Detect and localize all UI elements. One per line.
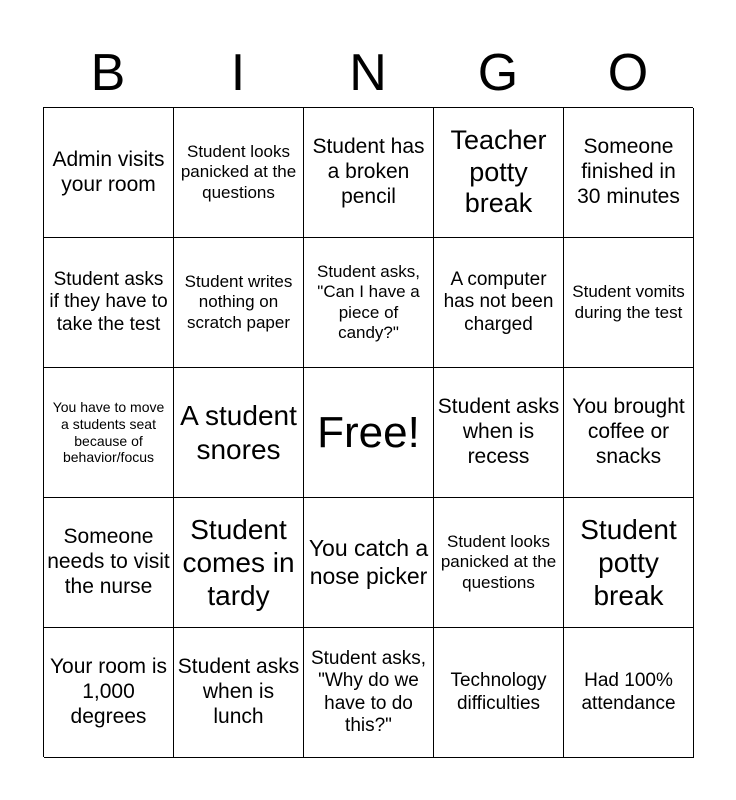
free-space-cell[interactable] (304, 368, 434, 498)
cell-text: Someone finished in 30 minutes (577, 135, 680, 208)
bingo-cell[interactable] (174, 108, 304, 238)
free-space-text: Free! (317, 407, 420, 457)
bingo-cell[interactable] (434, 628, 564, 758)
bingo-board (43, 107, 693, 757)
cell-text: Student comes in tardy (182, 513, 295, 612)
bingo-cell[interactable] (304, 628, 434, 758)
header-letter-o: O (607, 44, 649, 102)
bingo-cell[interactable] (44, 108, 174, 238)
cell-text: Technology difficulties (450, 670, 547, 714)
cell-text: Your room is 1,000 degrees (49, 655, 168, 728)
cell-text: Student vomits during the test (572, 282, 685, 322)
bingo-cell[interactable] (304, 238, 434, 368)
cell-text: You catch a nose picker (308, 535, 429, 589)
cell-text: Student potty break (580, 513, 677, 612)
header-letter-i: I (230, 44, 246, 102)
cell-text: Had 100% attendance (581, 670, 676, 714)
cell-text: Teacher potty break (450, 124, 547, 219)
header-letter-n: N (349, 44, 387, 102)
bingo-cell[interactable] (434, 238, 564, 368)
cell-text: Student asks, "Why do we have to do this?" (310, 647, 427, 736)
header-letter-g: G (477, 44, 519, 102)
bingo-cell[interactable] (174, 498, 304, 628)
bingo-cell[interactable] (564, 368, 694, 498)
bingo-cell[interactable] (304, 108, 434, 238)
header-letter-b: B (90, 44, 126, 102)
bingo-cell[interactable] (564, 108, 694, 238)
bingo-cell[interactable] (564, 238, 694, 368)
bingo-cell[interactable] (564, 628, 694, 758)
bingo-cell[interactable] (44, 368, 174, 498)
cell-text: A computer has not been charged (443, 268, 554, 335)
bingo-cell[interactable] (564, 498, 694, 628)
cell-text: Student asks, "Can I have a piece of candy?" (316, 262, 420, 342)
bingo-cell[interactable] (304, 498, 434, 628)
bingo-cell[interactable] (44, 628, 174, 758)
cell-text: Student asks when is lunch (177, 655, 300, 728)
cell-text: Someone needs to visit the nurse (47, 525, 170, 598)
bingo-cell[interactable] (174, 628, 304, 758)
cell-text: You have to move a students seat because of behavior/focus (52, 399, 165, 466)
cell-text: Student asks if they have to take the test (49, 268, 168, 335)
cell-text: Student has a broken pencil (312, 135, 425, 208)
bingo-cell[interactable] (174, 368, 304, 498)
cell-text: Student looks panicked at the questions (180, 142, 297, 202)
cell-text: Student writes nothing on scratch paper (184, 272, 293, 332)
cell-text: A student snores (180, 400, 297, 465)
cell-text: You brought coffee or snacks (572, 395, 685, 468)
bingo-cell[interactable] (434, 108, 564, 238)
bingo-cell[interactable] (434, 498, 564, 628)
cell-text: Student asks when is recess (437, 395, 560, 468)
bingo-header (43, 40, 693, 106)
bingo-cell[interactable] (44, 238, 174, 368)
bingo-cell[interactable] (174, 238, 304, 368)
cell-text: Student looks panicked at the questions (440, 532, 557, 592)
cell-text: Admin visits your room (52, 147, 165, 196)
bingo-cell[interactable] (44, 498, 174, 628)
bingo-cell[interactable] (434, 368, 564, 498)
